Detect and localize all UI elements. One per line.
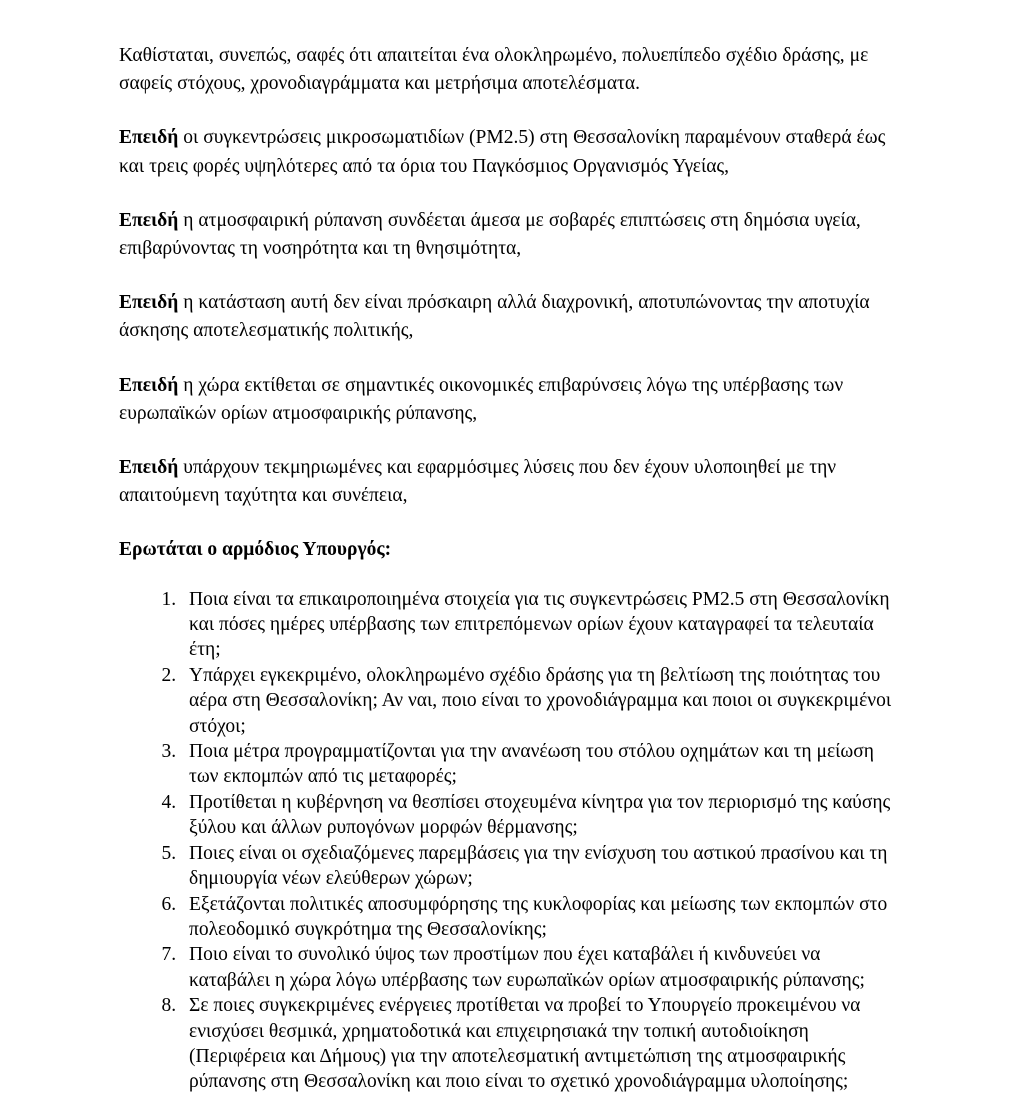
list-item: 6. Εξετάζονται πολιτικές αποσυμφόρησης της κυκλοφορίας και μείωσης των εκπομπών στο πολεοδομικό συγκρότημα της Θεσσαλονίκης;	[181, 892, 905, 943]
section-heading-questions: Ερωτάται ο αρμόδιος Υπουργός:	[119, 539, 392, 561]
paragraph-lead: Επειδή	[119, 127, 179, 149]
list-item: 2. Υπάρχει εγκεκριμένο, ολοκληρωμένο σχέδιο δράσης για τη βελτίωση της ποιότητας του αέρα στη Θεσσαλονίκη; Αν ναι, ποιο είναι το χρονοδιάγραμμα και ποιοι οι συγκεκριμένοι στόχοι;	[181, 663, 905, 739]
paragraph-lead: Επειδή	[119, 374, 179, 396]
paragraph-conclusion	[119, 42, 905, 98]
list-item: 4. Προτίθεται η κυβέρνηση να θεσπίσει στοχευμένα κίνητρα για τον περιορισμό της καύσης ξύλου και άλλων ρυπογόνων μορφών θέρμανσης;	[181, 790, 905, 841]
paragraph-lead: Επειδή	[119, 457, 179, 479]
paragraph-text: Καθίσταται, συνεπώς, σαφές ότι απαιτείται ένα ολοκληρωμένο, πολυεπίπεδο σχέδιο δράσης, με σαφείς στόχους, χρονοδιαγράμματα και μετρήσιμα αποτελέσματα.	[119, 45, 869, 95]
paragraph-text: η κατάσταση αυτή δεν είναι πρόσκαιρη αλλά διαχρονική, αποτυπώνοντας την αποτυχία άσκησης αποτελεσματικής πολιτικής,	[119, 292, 870, 342]
list-item: 1. Ποια είναι τα επικαιροποιημένα στοιχεία για τις συγκεντρώσεις PM2.5 στη Θεσσαλονίκη και πόσες ημέρες υπέρβασης των επιτρεπόμενων ορίων έχουν καταγραφεί τα τελευταία έτη;	[181, 587, 905, 663]
paragraph-text: η ατμοσφαιρική ρύπανση συνδέεται άμεσα με σοβαρές επιπτώσεις στη δημόσια υγεία, επιβαρύνοντας τη νοσηρότητα και τη θνησιμότητα,	[119, 209, 861, 260]
paragraph-text: υπάρχουν τεκμηριωμένες και εφαρμόσιμες λύσεις που δεν έχουν υλοποιηθεί με την απαιτούμενη ταχύτητα και συνέπεια,	[119, 457, 837, 507]
list-item: 3. Ποια μέτρα προγραμματίζονται για την ανανέωση του στόλου οχημάτων και τη μείωση των εκπομπών από τις μεταφορές;	[181, 739, 905, 790]
paragraph-whereas-economic	[119, 372, 905, 428]
paragraph-lead: Επειδή	[119, 292, 179, 314]
document-body	[119, 42, 905, 1095]
list-item: 7. Ποιο είναι το συνολικό ύψος των προστίμων που έχει καταβάλει ή κινδυνεύει να καταβάλει η χώρα λόγω υπέρβασης των ευρωπαϊκών ορίων ατμοσφαιρικής ρύπανσης;	[181, 942, 905, 993]
paragraph-text: η χώρα εκτίθεται σε σημαντικές οικονομικές επιβαρύνσεις λόγω της υπέρβασης των ευρωπαϊκών ορίων ατμοσφαιρικής ρύπανσης,	[119, 374, 844, 424]
paragraph-text: οι συγκεντρώσεις μικροσωματιδίων (PM2.5) στη Θεσσαλονίκη παραμένουν σταθερά έως και τρεις φορές υψηλότερες από τα όρια του Παγκόσμιος Οργανισμός Υγείας,	[119, 127, 886, 177]
paragraph-lead: Επειδή	[119, 209, 179, 231]
paragraph-whereas-chronic	[119, 289, 905, 345]
list-item: 8. Σε ποιες συγκεκριμένες ενέργειες προτίθεται να προβεί το Υπουργείο προκειμένου να ενισχύσει θεσμικά, χρηματοδοτικά και επιχειρησιακά την τοπική αυτοδιοίκηση (Περιφέρεια και Δήμους) για την αποτελεσματική αντιμετώπιση της ατμοσφαιρικής ρύπανσης στη Θεσσαλονίκη και ποιο είναι το σχετικό χρονοδιάγραμμα υλοποίησης;	[181, 993, 905, 1095]
list-item: 5. Ποιες είναι οι σχεδιαζόμενες παρεμβάσεις για την ενίσχυση του αστικού πρασίνου και τη δημιουργία νέων ελεύθερων χώρων;	[181, 841, 905, 892]
paragraph-whereas-solutions	[119, 454, 905, 510]
question-list	[119, 587, 905, 1095]
paragraph-whereas-pm25	[119, 124, 905, 180]
paragraph-whereas-health	[119, 207, 905, 263]
